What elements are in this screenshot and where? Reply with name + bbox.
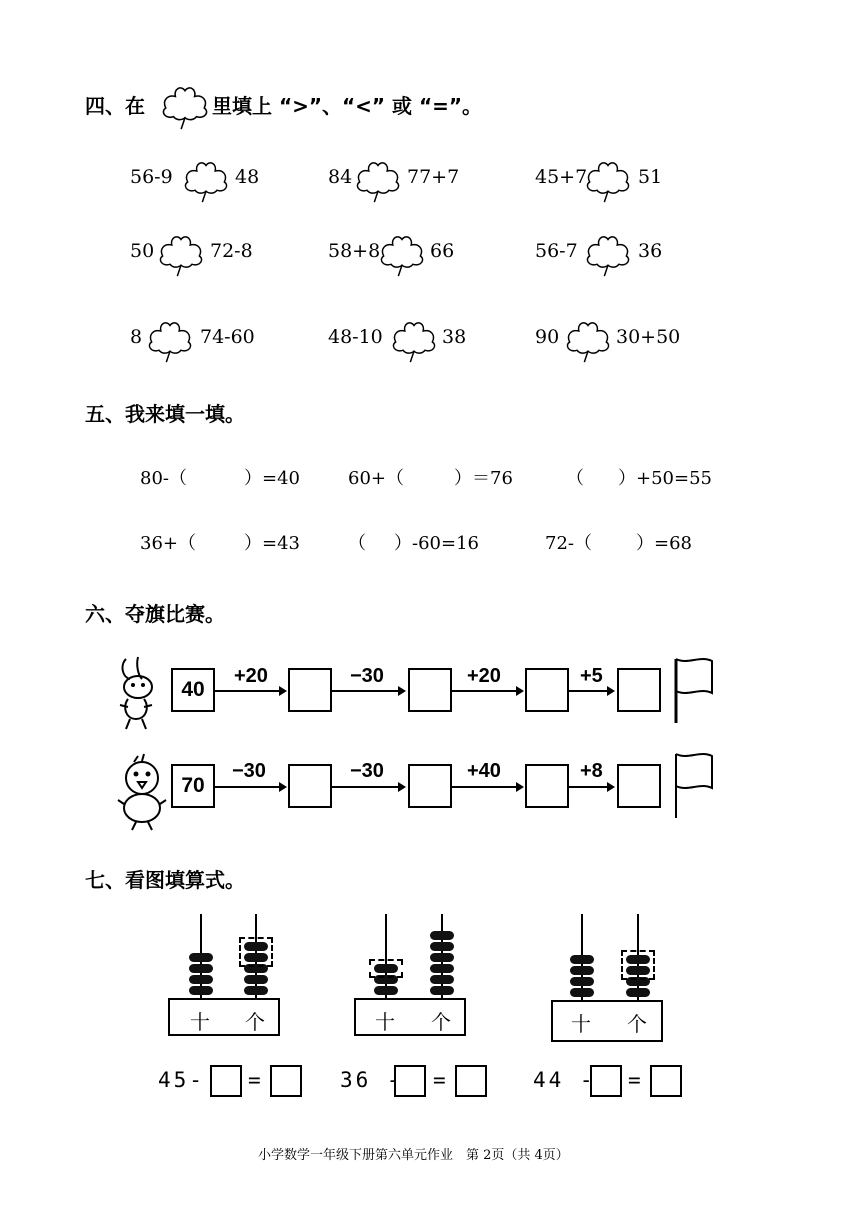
operation-label: +20 [467,665,501,687]
compare-left: 45+7 [535,166,588,188]
compare-left: 50 [130,240,155,262]
section7-title: 七、看图填算式。 [85,868,245,892]
equation-left: 44 - [533,1068,596,1092]
compare-leaf-blank[interactable] [562,320,614,364]
arrow-icon [452,786,522,788]
tens-bead [570,988,594,997]
tens-bead [189,953,213,962]
compare-leaf-blank[interactable] [155,234,207,278]
arrow-icon [215,690,285,692]
compare-leaf-blank[interactable] [582,234,634,278]
removed-beads-marker [621,950,655,980]
compare-right: 74-60 [200,326,255,348]
arrow-icon [215,786,285,788]
answer-box[interactable] [455,1065,487,1097]
operation-label: −30 [350,760,384,782]
tens-bead [570,955,594,964]
compare-leaf-blank[interactable] [388,320,440,364]
fill-blank-right: ）=68 [636,533,692,554]
answer-box[interactable] [210,1065,242,1097]
compare-leaf-blank[interactable] [376,234,428,278]
compare-left: 8 [130,326,143,348]
start-number-box: 40 [171,668,215,712]
removed-beads-marker [369,959,403,978]
operation-label: +8 [580,760,603,782]
tens-bead [189,964,213,973]
equation-left: 45- [158,1068,205,1092]
answer-box[interactable] [288,764,332,808]
ones-bead [244,986,268,995]
ones-bead [626,988,650,997]
abacus-ones-label: 个 [245,1010,265,1034]
rabbit-icon [112,655,168,733]
leaf-icon [160,84,210,132]
arrow-icon [569,690,613,692]
operation-label: +5 [580,665,603,687]
compare-left: 84 [328,166,353,188]
compare-leaf-blank[interactable] [352,160,404,204]
compare-right: 30+50 [616,326,681,348]
answer-box[interactable] [408,764,452,808]
tens-bead [189,975,213,984]
start-number-box: 70 [171,764,215,808]
arrow-icon [332,690,404,692]
tens-bead [374,986,398,995]
section4-title-prefix: 四、在 [85,94,145,118]
tens-bead [570,966,594,975]
page-footer: 小学数学一年级下册第六单元作业 第 2页（共 4页） [258,1148,569,1163]
compare-right: 48 [235,166,260,188]
compare-left: 48-10 [328,326,383,348]
fill-blank-left: （ [348,533,366,554]
fill-blank-right: ）＝76 [454,468,513,489]
ones-bead [244,975,268,984]
compare-left: 56-7 [535,240,578,262]
equals-sign: = [628,1068,644,1092]
answer-box[interactable] [394,1065,426,1097]
operation-label: −30 [350,665,384,687]
compare-left: 56-9 [130,166,173,188]
compare-right: 66 [430,240,455,262]
tens-bead [570,977,594,986]
operation-label: +40 [467,760,501,782]
operation-label: −30 [232,760,266,782]
abacus-tens-label: 十 [375,1010,395,1034]
ones-bead [430,964,454,973]
flag-icon [672,655,716,725]
fill-blank-left: （ [566,468,584,489]
compare-leaf-blank[interactable] [144,320,196,364]
removed-beads-marker [239,937,273,967]
equals-sign: = [433,1068,449,1092]
arrow-icon [569,786,613,788]
answer-box[interactable] [270,1065,302,1097]
arrow-icon [332,786,404,788]
operation-label: +20 [234,665,268,687]
arrow-icon [452,690,522,692]
ones-bead [430,942,454,951]
compare-right: 51 [638,166,663,188]
compare-right: 38 [442,326,467,348]
equals-sign: = [248,1068,264,1092]
compare-right: 72-8 [210,240,253,262]
fill-blank-left: 80-（ [140,468,187,489]
flag-icon [672,750,716,820]
fill-blank-left: 36+（ [140,533,196,554]
compare-leaf-blank[interactable] [582,160,634,204]
chick-icon [114,752,170,832]
compare-left: 90 [535,326,560,348]
answer-box[interactable] [408,668,452,712]
section6-title: 六、夺旗比赛。 [85,602,225,626]
fill-blank-right: ）+50=55 [618,468,712,489]
compare-leaf-blank[interactable] [180,160,232,204]
abacus-tens-label: 十 [571,1012,591,1036]
fill-blank-right: ）=43 [244,533,300,554]
ones-bead [430,986,454,995]
answer-box[interactable] [617,764,661,808]
fill-blank-left: 60+（ [348,468,404,489]
abacus-tens-label: 十 [190,1010,210,1034]
section4-title-suffix: 里填上 “>”、“<” 或 “=”。 [212,94,483,118]
answer-box[interactable] [525,668,569,712]
fill-blank-left: 72-（ [545,533,592,554]
compare-right: 77+7 [407,166,460,188]
compare-left: 58+8 [328,240,381,262]
answer-box[interactable] [525,764,569,808]
answer-box[interactable] [650,1065,682,1097]
ones-bead [430,975,454,984]
answer-box[interactable] [288,668,332,712]
answer-box[interactable] [590,1065,622,1097]
ones-bead [430,931,454,940]
tens-bead [189,986,213,995]
section5-title: 五、我来填一填。 [85,402,245,426]
fill-blank-right: ）=40 [244,468,300,489]
abacus-ones-label: 个 [627,1012,647,1036]
fill-blank-right: ）-60=16 [394,533,479,554]
answer-box[interactable] [617,668,661,712]
abacus-ones-label: 个 [431,1010,451,1034]
ones-bead [430,953,454,962]
equation-left: 36 - [340,1068,403,1092]
compare-right: 36 [638,240,663,262]
